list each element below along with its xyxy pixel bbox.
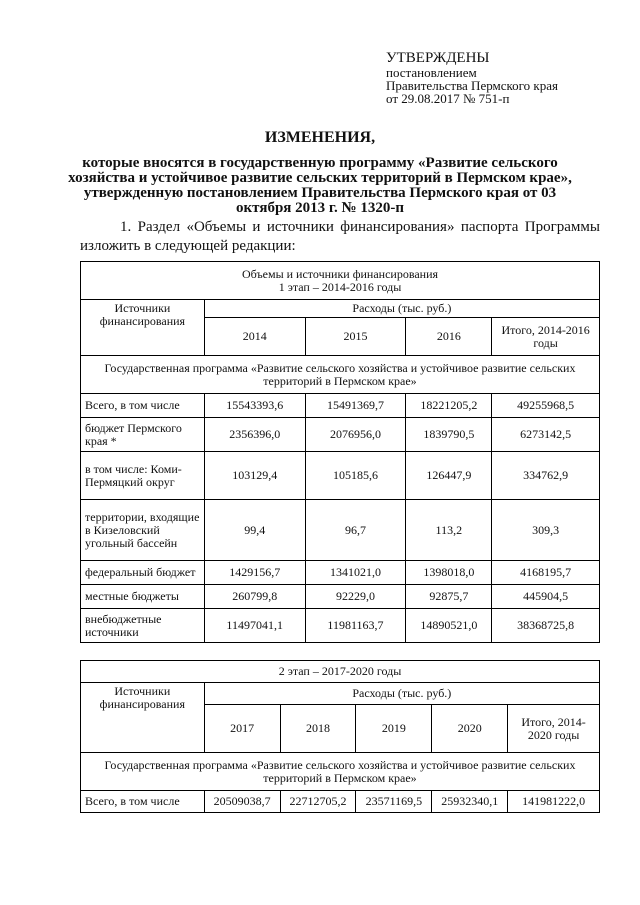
cell-value: 1429156,7 [204,561,305,585]
cell-value: 334762,9 [492,452,600,500]
cell-value: 11497041,1 [204,609,305,643]
cell-value: 113,2 [406,500,492,561]
year-header: 2020 [432,705,508,753]
table-header [81,262,600,300]
sources-header: Источники финансирования [81,300,205,356]
total-header: Итого, 2014-2016 годы [492,318,600,356]
table-header-title: Объемы и источники финансирования [241,266,439,281]
year-header: 2017 [204,705,280,753]
year-header: 2019 [356,705,432,753]
program-row: Государственная программа «Развитие сельского хозяйства и устойчивое развитие сельских территорий в Пермском крае» [81,356,600,394]
cell-value: 92229,0 [305,585,406,609]
cell-value: 49255968,5 [492,394,600,418]
approval-title: УТВЕРЖДЕНЫ [386,50,490,66]
cell-value: 15491369,7 [305,394,406,418]
approval-line: Правительства Пермского края [386,78,558,93]
cell-value: 309,3 [492,500,600,561]
year-header: 2016 [406,318,492,356]
cell-value: 4168195,7 [492,561,600,585]
sources-header: Источники финансирования [81,683,205,753]
cell-value: 18221205,2 [406,394,492,418]
title-main: ИЗМЕНЕНИЯ, [264,129,376,146]
cell-value: 38368725,8 [492,609,600,643]
expenses-header: Расходы (тыс. руб.) [204,683,599,705]
row-label: внебюджетные источники [81,609,205,643]
total-header: Итого, 2014-2020 годы [508,705,600,753]
cell-value: 11981163,7 [305,609,406,643]
cell-value: 22712705,2 [280,791,356,813]
cell-value: 1341021,0 [305,561,406,585]
cell-value: 6273142,5 [492,418,600,452]
cell-value: 20509038,7 [204,791,280,813]
program-row: Государственная программа «Развитие сельского хозяйства и устойчивое развитие сельских территорий в Пермском крае» [81,753,600,791]
document-title [60,130,580,216]
cell-value: 2076956,0 [305,418,406,452]
row-label: территории, входящие в Кизеловский угольный бассейн [81,500,205,561]
row-label: бюджет Пермского края * [81,418,205,452]
approval-date: от 29.08.2017 № 751-п [386,91,510,106]
year-header: 2018 [280,705,356,753]
cell-value: 260799,8 [204,585,305,609]
cell-value: 445904,5 [492,585,600,609]
cell-value: 96,7 [305,500,406,561]
cell-value: 1398018,0 [406,561,492,585]
year-header: 2015 [305,318,406,356]
cell-value: 1839790,5 [406,418,492,452]
row-label: Всего, в том числе [81,791,205,813]
cell-value: 15543393,6 [204,394,305,418]
cell-value: 126447,9 [406,452,492,500]
funding-table-stage1 [80,261,600,643]
row-label: федеральный бюджет [81,561,205,585]
row-label: местные бюджеты [81,585,205,609]
cell-value: 14890521,0 [406,609,492,643]
stage-label: 1 этап – 2014-2016 годы [278,279,402,294]
approval-stamp [386,50,616,105]
cell-value: 103129,4 [204,452,305,500]
cell-value: 92875,7 [406,585,492,609]
cell-value: 99,4 [204,500,305,561]
approval-line: постановлением [386,65,477,80]
row-label: Всего, в том числе [81,394,205,418]
cell-value: 25932340,1 [432,791,508,813]
cell-value: 2356396,0 [204,418,305,452]
year-header: 2014 [204,318,305,356]
expenses-header: Расходы (тыс. руб.) [204,300,599,318]
body-paragraph: 1. Раздел «Объемы и источники финансирования» паспорта Программы изложить в следующей редакции: [80,219,600,254]
title-subtitle: которые вносятся в государственную программу «Развитие сельского хозяйства и устойчивое развитие сельских территорий в Пермском крае», утвержденную постановлением Правительства Пермского края от 03 октября 2013 г. № 1320-п [68,155,572,216]
cell-value: 141981222,0 [508,791,600,813]
funding-table-stage2 [80,660,600,813]
cell-value: 23571169,5 [356,791,432,813]
row-label: в том числе: Коми-Пермяцкий округ [81,452,205,500]
cell-value: 105185,6 [305,452,406,500]
stage-label: 2 этап – 2017-2020 годы [81,661,600,683]
